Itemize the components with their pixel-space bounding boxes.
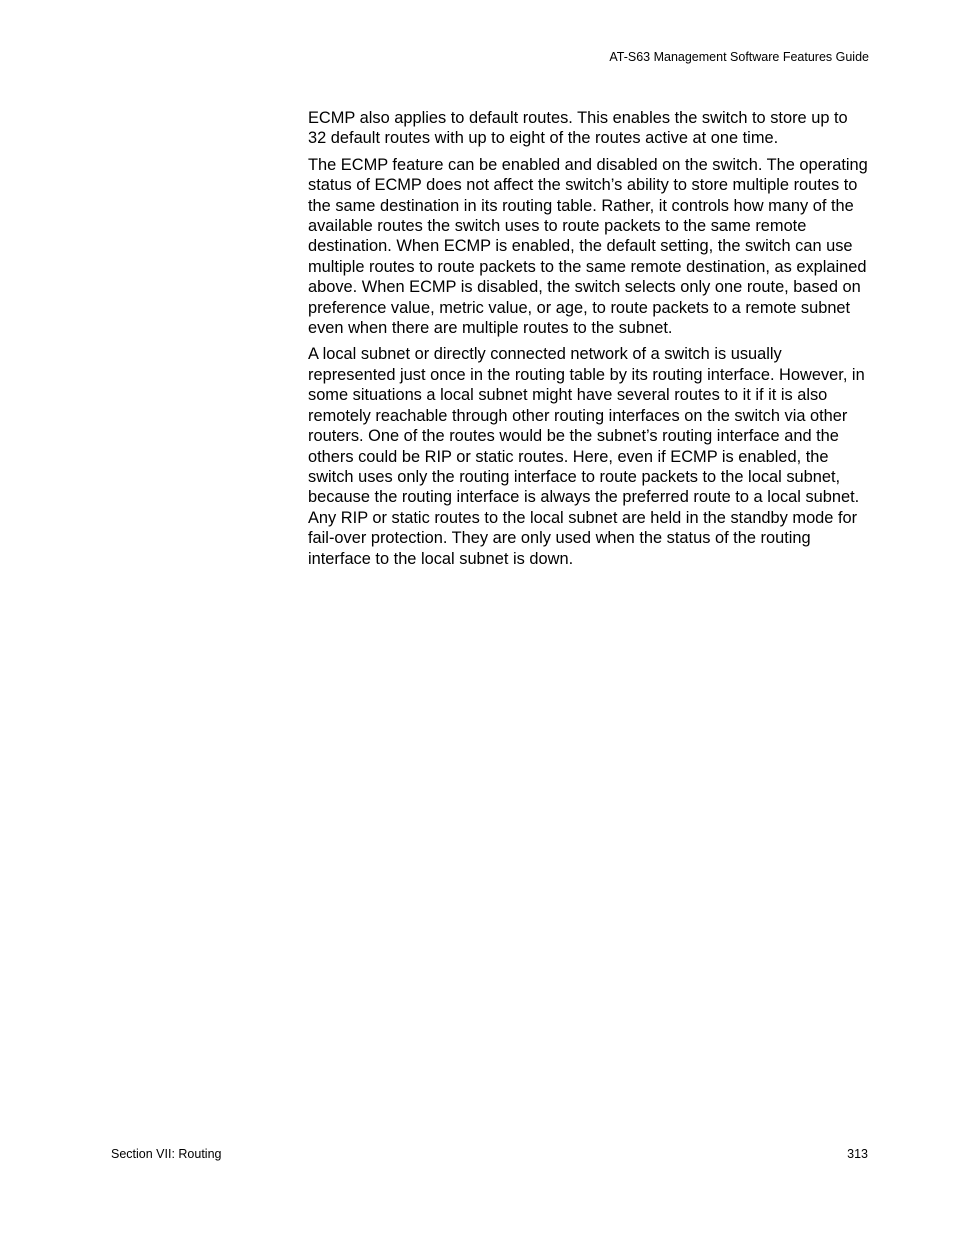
footer-section: Section VII: Routing xyxy=(111,1147,222,1161)
paragraph-ecmp-enable-disable: The ECMP feature can be enabled and disabled on the switch. The operating status of ECMP does not affect the switch’s ability to store multiple routes to the same destination in its routing table. Rather, it controls how many of the available routes the switch uses to route packets to the same remote destination. When ECMP is enabled, the default setting, the switch can use multiple routes to route packets to the same remote destination, as explained above. When ECMP is disabled, the switch selects only one route, based on preference value, metric value, or age, to route packets to a remote subnet even when there are multiple routes to the subnet. xyxy=(308,155,868,338)
body-text xyxy=(308,108,870,575)
running-header: AT-S63 Management Software Features Guide xyxy=(609,50,869,64)
paragraph-ecmp-default-routes: ECMP also applies to default routes. This enables the switch to store up to 32 default routes with up to eight of the routes active at one time. xyxy=(308,109,848,148)
page-number: 313 xyxy=(847,1147,868,1161)
paragraph-local-subnet: A local subnet or directly connected network of a switch is usually represented just once in the routing table by its routing interface. However, in some situations a local subnet might have several routes to it if it is also remotely reachable through other routing interfaces on the switch via other routers. One of the routes would be the subnet’s routing interface and the others could be RIP or static routes. Here, even if ECMP is enabled, the switch uses only the routing interface to route packets to the local subnet, because the routing interface is always the preferred route to a local subnet. Any RIP or static routes to the local subnet are held in the standby mode for fail-over protection. They are only used when the status of the routing interface to the local subnet is down. xyxy=(308,345,865,568)
